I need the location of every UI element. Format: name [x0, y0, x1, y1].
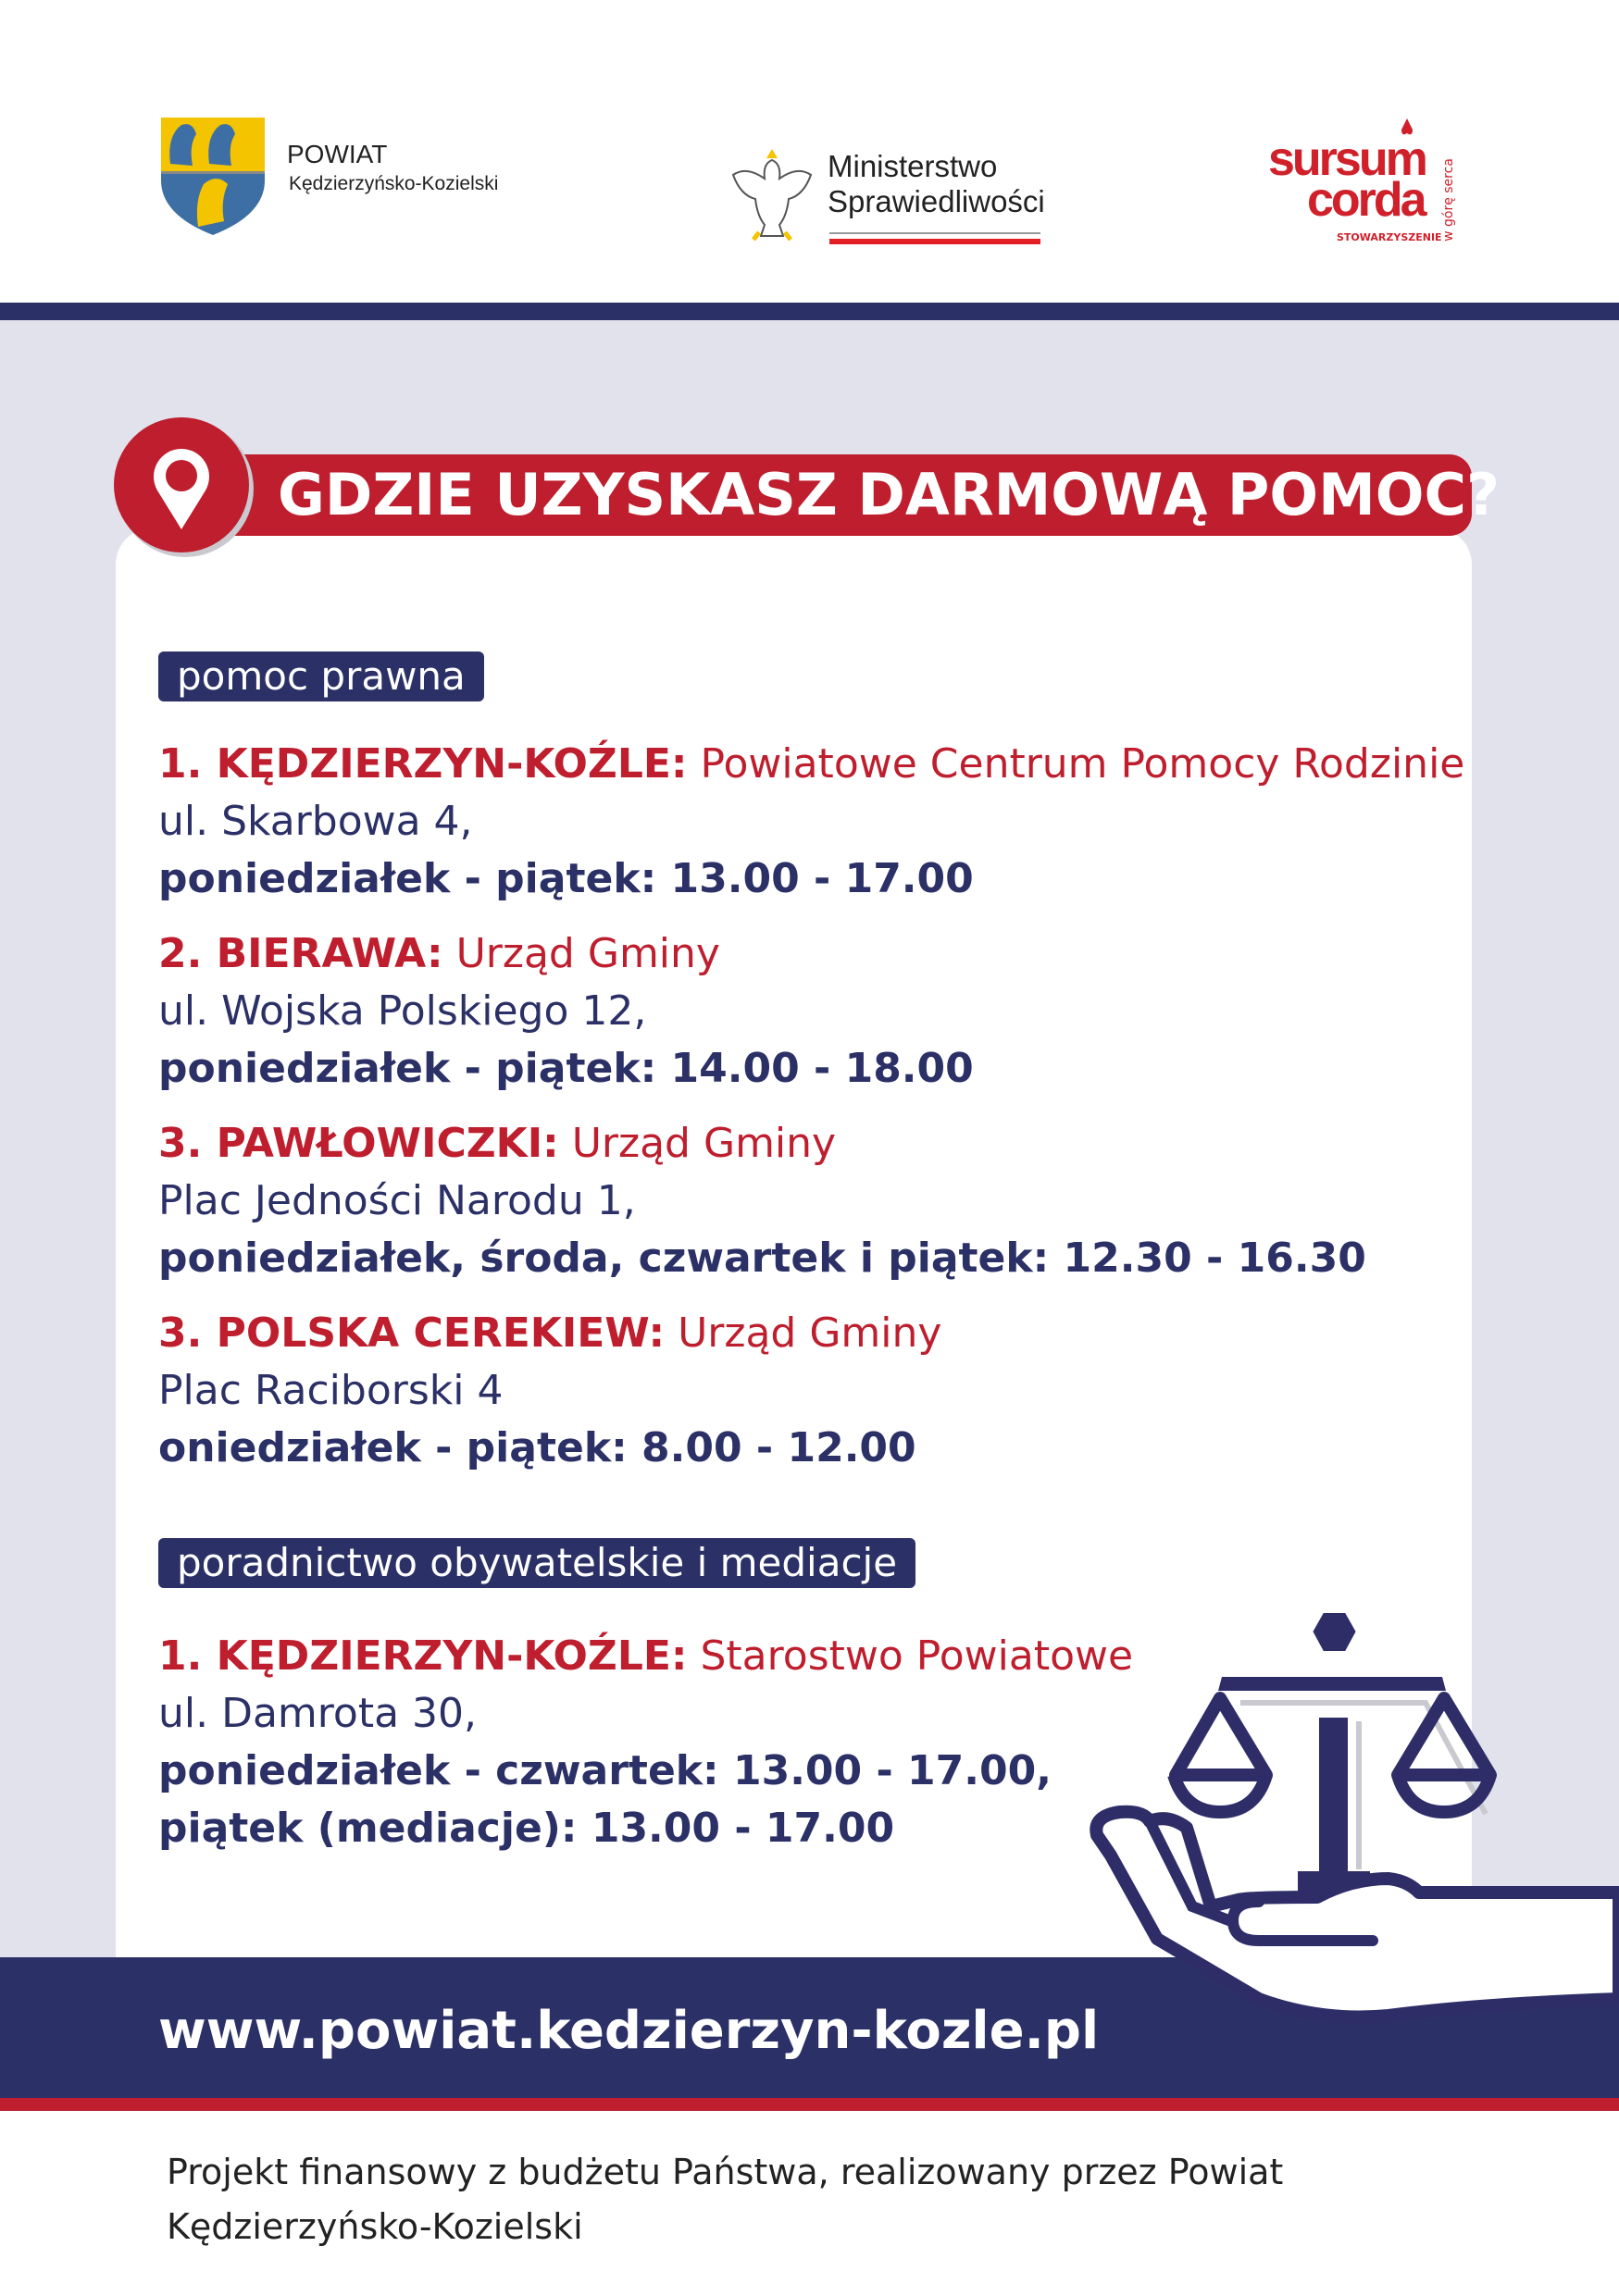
powiat-line2: Kędzierzyńsko-Kozielski	[289, 173, 499, 194]
entry-address: ul. Skarbowa 4,	[158, 798, 473, 845]
entry-hours: poniedziałek - piątek: 13.00 - 17.00	[158, 855, 974, 902]
website-link[interactable]: www.powiat.kedzierzyn-kozle.pl	[158, 2001, 1100, 2061]
entry-hours: poniedziałek, środa, czwartek i piątek: 12.30 - 16.30	[158, 1235, 1366, 1282]
entry-place: Powiatowe Centrum Pomocy Rodzinie	[687, 740, 1465, 788]
entry-head: 3. POLSKA CEREKIEW:	[158, 1309, 666, 1357]
entry-head: 1. KĘDZIERZYN-KOŹLE:	[158, 740, 688, 788]
entry-place: Urząd Gminy	[442, 930, 720, 977]
entry-place: Starostwo Powiatowe	[687, 1632, 1134, 1680]
entry-hours: poniedziałek - czwartek: 13.00 - 17.00,	[158, 1747, 1052, 1794]
entry-hours: oniedziałek - piątek: 8.00 - 12.00	[158, 1424, 916, 1471]
entry-hours-mediation: piątek (mediacje): 13.00 - 17.00	[158, 1805, 895, 1852]
entry-head: 2. BIERAWA:	[158, 930, 443, 977]
corda-text: corda	[1307, 173, 1425, 227]
entry-address: ul. Damrota 30,	[158, 1690, 478, 1737]
powiat-line1: POWIAT	[287, 140, 388, 168]
section-badge-legal-aid: pomoc prawna	[158, 652, 484, 701]
entry-head: 1. KĘDZIERZYN-KOŹLE:	[158, 1632, 688, 1680]
section-badge-civic-advice: poradnictwo obywatelskie i mediacje	[158, 1538, 915, 1588]
funding-note: Projekt finansowy z budżetu Państwa, realizowany przez Powiat Kędzierzyńsko-Kozielski	[167, 2152, 1284, 2247]
stowarzyszenie-text: STOWARZYSZENIE	[1337, 231, 1442, 243]
sursum-text: sursum	[1268, 132, 1426, 186]
entry-hours: poniedziałek - piątek: 14.00 - 18.00	[158, 1045, 974, 1092]
ministry-line1: Ministerstwo	[828, 149, 998, 183]
page-title: GDZIE UZYSKASZ DARMOWĄ POMOC?	[278, 461, 1500, 528]
entry-head: 3. PAWŁOWICZKI:	[158, 1120, 559, 1167]
entry-place: Urząd Gminy	[665, 1309, 942, 1357]
entry-place: Urząd Gminy	[558, 1120, 837, 1167]
ministry-line2: Sprawiedliwości	[828, 184, 1045, 218]
entry-address: Plac Jedności Narodu 1,	[158, 1177, 636, 1224]
entry-address: Plac Raciborski 4	[158, 1367, 504, 1414]
vertical-slogan: w górę serca	[1441, 158, 1456, 242]
entry-address: ul. Wojska Polskiego 12,	[158, 987, 647, 1035]
